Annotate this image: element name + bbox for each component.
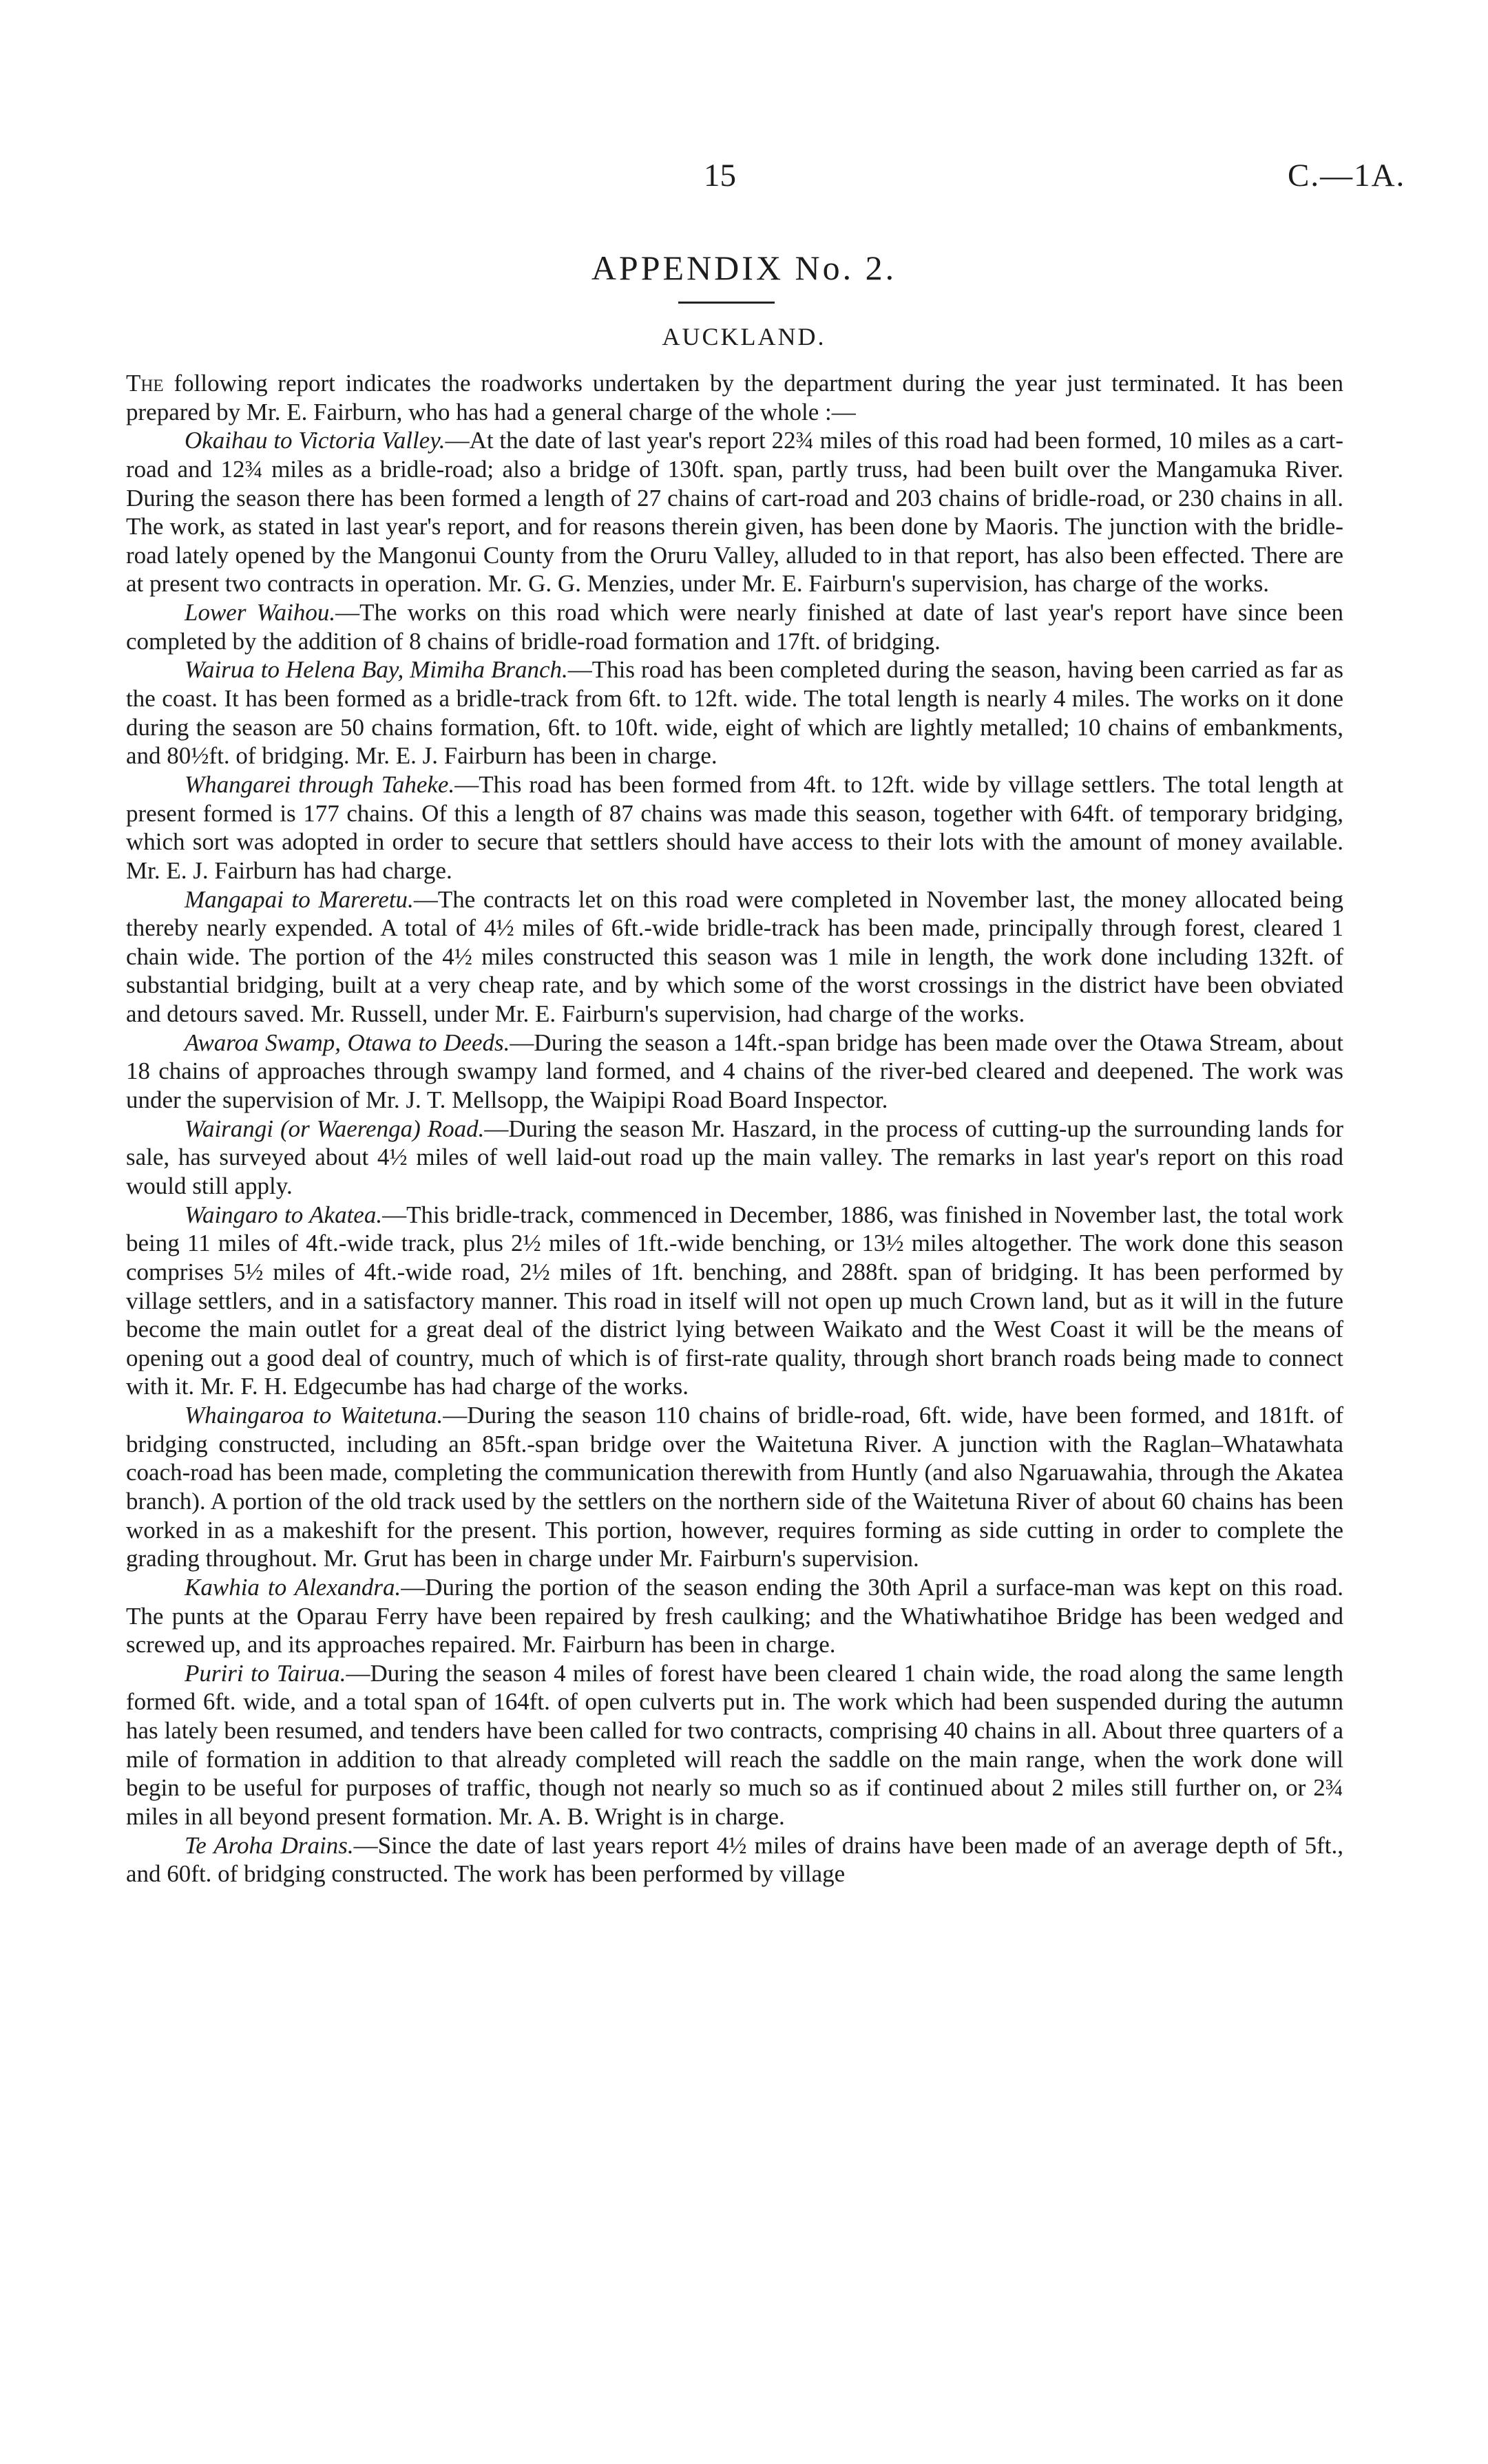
road-heading: Te Aroha Drains. [185,1831,354,1859]
road-text: —This bridle-track, commenced in December, 1886, was finished in November last, the total work being 11 miles of 4ft.-wide track, plus 2½ miles of 1ft.-wide benching, or 13½ miles altogether. The work done this season comprises 5½ miles of 4ft.-wide road, 2½ miles of 1ft. benching, and 288ft. span of bridging. It has been performed by village settlers, and in a satisfactory manner. This road in itself will not open up much Crown land, but as it will in the future become the main outlet for a great deal of the district lying between Waikato and the West Coast it will be the means of opening out a good deal of country, much of which is of first-rate quality, through short branch roads being made to connect with it. Mr. F. H. Edgecumbe has had charge of the works. [126,1201,1343,1400]
road-text: —During the portion of the season ending the 30th April a surface-man was kept on this road. The punts at the Oparau Ferry have been repaired by fresh caulking; and the Whatiwhatihoe Bridge has been wedged and screwed up, and its approaches repaired. Mr. Fairburn has been in charge. [126,1573,1343,1659]
road-heading: Whangarei through Taheke. [185,770,455,798]
road-text: —This road has been completed during the season, having been carried as far as the coast. It has been formed as a bridle-track from 6ft. to 12ft. wide. The total length is nearly 4 miles. The works on it done during the season are 50 chains formation, 6ft. to 10ft. wide, eight of which are lightly metalled; 10 chains of embankments, and 80½ft. of bridging. Mr. E. J. Fairburn has been in charge. [126,656,1343,770]
road-text: —The contracts let on this road were completed in November last, the money allocated being thereby nearly expended. A total of 4½ miles of 6ft.-wide bridle-track has been made, principally through forest, cleared 1 chain wide. The portion of the 4½ miles constructed this season was 1 mile in length, the work done including 132ft. of substantial bridging, built at a very cheap rate, and by which some of the worst crossings in the district have been obviated and detours saved. Mr. Russell, under Mr. E. Fairburn's supervision, had charge of the works. [126,885,1343,1028]
road-paragraph [126,426,1343,598]
road-text: —This road has been formed from 4ft. to 12ft. wide by village settlers. The total length at present formed is 177 chains. Of this a length of 87 chains was made this season, together with 64ft. of temporary bridging, which sort was adopted in order to secure that settlers should have access to their lots with the amount of money available. Mr. E. J. Fairburn has had charge. [126,770,1344,884]
road-heading: Wairua to Helena Bay, Mimiha Branch. [185,656,568,684]
road-heading: Puriri to Tairua. [185,1659,346,1687]
road-heading: Waingaro to Akatea. [185,1201,383,1228]
report-body [126,369,1343,1888]
road-heading: Kawhia to Alexandra. [185,1573,401,1601]
road-paragraph [126,1201,1343,1401]
road-paragraph [126,1659,1343,1831]
road-heading: Lower Waihou. [185,599,336,626]
road-paragraph [126,598,1343,655]
road-text: —At the date of last year's report 22¾ miles of this road had been formed, 10 miles as a cart-road and 12¾ miles as a bridle-road; also a bridge of 130ft. span, partly truss, had been built over the Mangamuka River. During the season there has been formed a length of 27 chains of cart-road and 203 chains of bridle-road, or 230 chains in all. The work, as stated in last year's report, and for reasons therein given, has been done by Maoris. The junction with the bridle-road lately opened by the Mangonui County from the Oruru Valley, alluded to in that report, has also been effected. There are at present two contracts in operation. Mr. G. G. Menzies, under Mr. E. Fairburn's supervision, has charge of the works. [126,427,1343,598]
road-paragraph [126,885,1343,1029]
road-paragraph [126,770,1343,885]
section-heading: AUCKLAND. [662,323,826,350]
road-heading: Awaroa Swamp, Otawa to Deeds. [185,1029,510,1056]
road-paragraph [126,1115,1343,1201]
title-rule [678,302,775,304]
road-text: —During the season 4 miles of forest have been cleared 1 chain wide, the road along the same length formed 6ft. wide, and a total span of 164ft. of open culverts put in. The work which had been suspended during the autumn has lately been resumed, and tenders have been called for two contracts, comprising 40 chains in all. About three quarters of a mile of formation in addition to that already completed will reach the saddle on the main range, when the work done will begin to be useful for purposes of traffic, though not nearly so much so as if continued about 2 miles still further on, or 2¾ miles in all beyond present formation. Mr. A. B. Wright is in charge. [126,1659,1344,1831]
road-paragraph [126,1029,1343,1115]
intro-text: following report indicates the roadworks undertaken by the department during the year just terminated. It has been prepared by Mr. E. Fairburn, who has had a general charge of the whole :— [126,370,1343,425]
road-paragraph [126,655,1343,770]
road-heading: Okaihau to Victoria Valley. [185,427,446,454]
road-text: —The works on this road which were nearly finished at date of last year's report have since been completed by the addition of 8 chains of bridle-road formation and 17ft. of bridging. [126,599,1343,655]
road-paragraph [126,1401,1343,1573]
road-text: —During the season Mr. Haszard, in the process of cutting-up the surrounding lands for sale, has surveyed about 4½ miles of well laid-out road up the main valley. The remarks in last year's report on this road would still apply. [126,1115,1344,1199]
road-text: —During the season a 14ft.-span bridge has been made over the Otawa Stream, about 18 chains of approaches through swampy land formed, and 4 chains of the river-bed cleared and deepened. The work was under the supervision of Mr. J. T. Mellsopp, the Waipipi Road Board Inspector. [126,1029,1343,1114]
road-heading: Mangapai to Mareretu. [185,885,414,913]
road-heading: Wairangi (or Waerenga) Road. [185,1115,485,1142]
road-paragraph [126,1573,1343,1659]
intro-paragraph [126,369,1343,426]
road-heading: Whaingaroa to Waitetuna. [185,1402,443,1429]
appendix-title: APPENDIX No. 2. [591,249,897,287]
road-text: —During the season 110 chains of bridle-road, 6ft. wide, have been formed, and 181ft. of bridging constructed, including an 85ft.-span bridge over the Waitetuna River. A junction with the Raglan–Whatawhata coach-road has been made, completing the communication therewith from Huntly (and also Ngaruawahia, through the Akatea branch). A portion of the old track used by the settlers on the northern side of the Waitetuna River of about 60 chains has been worked in as a makeshift for the present. This portion, however, requires forming as side cutting in order to complete the grading throughout. Mr. Grut has been in charge under Mr. Fairburn's supervision. [126,1402,1343,1572]
intro-lead-word: The [126,370,164,397]
road-paragraph [126,1831,1343,1888]
page-number: 15 [704,158,736,193]
paper-reference: C.—1A. [1288,158,1406,193]
road-text: —Since the date of last years report 4½ miles of drains have been made of an average depth of 5ft., and 60ft. of bridging constructed. The work has been performed by village [126,1831,1343,1888]
